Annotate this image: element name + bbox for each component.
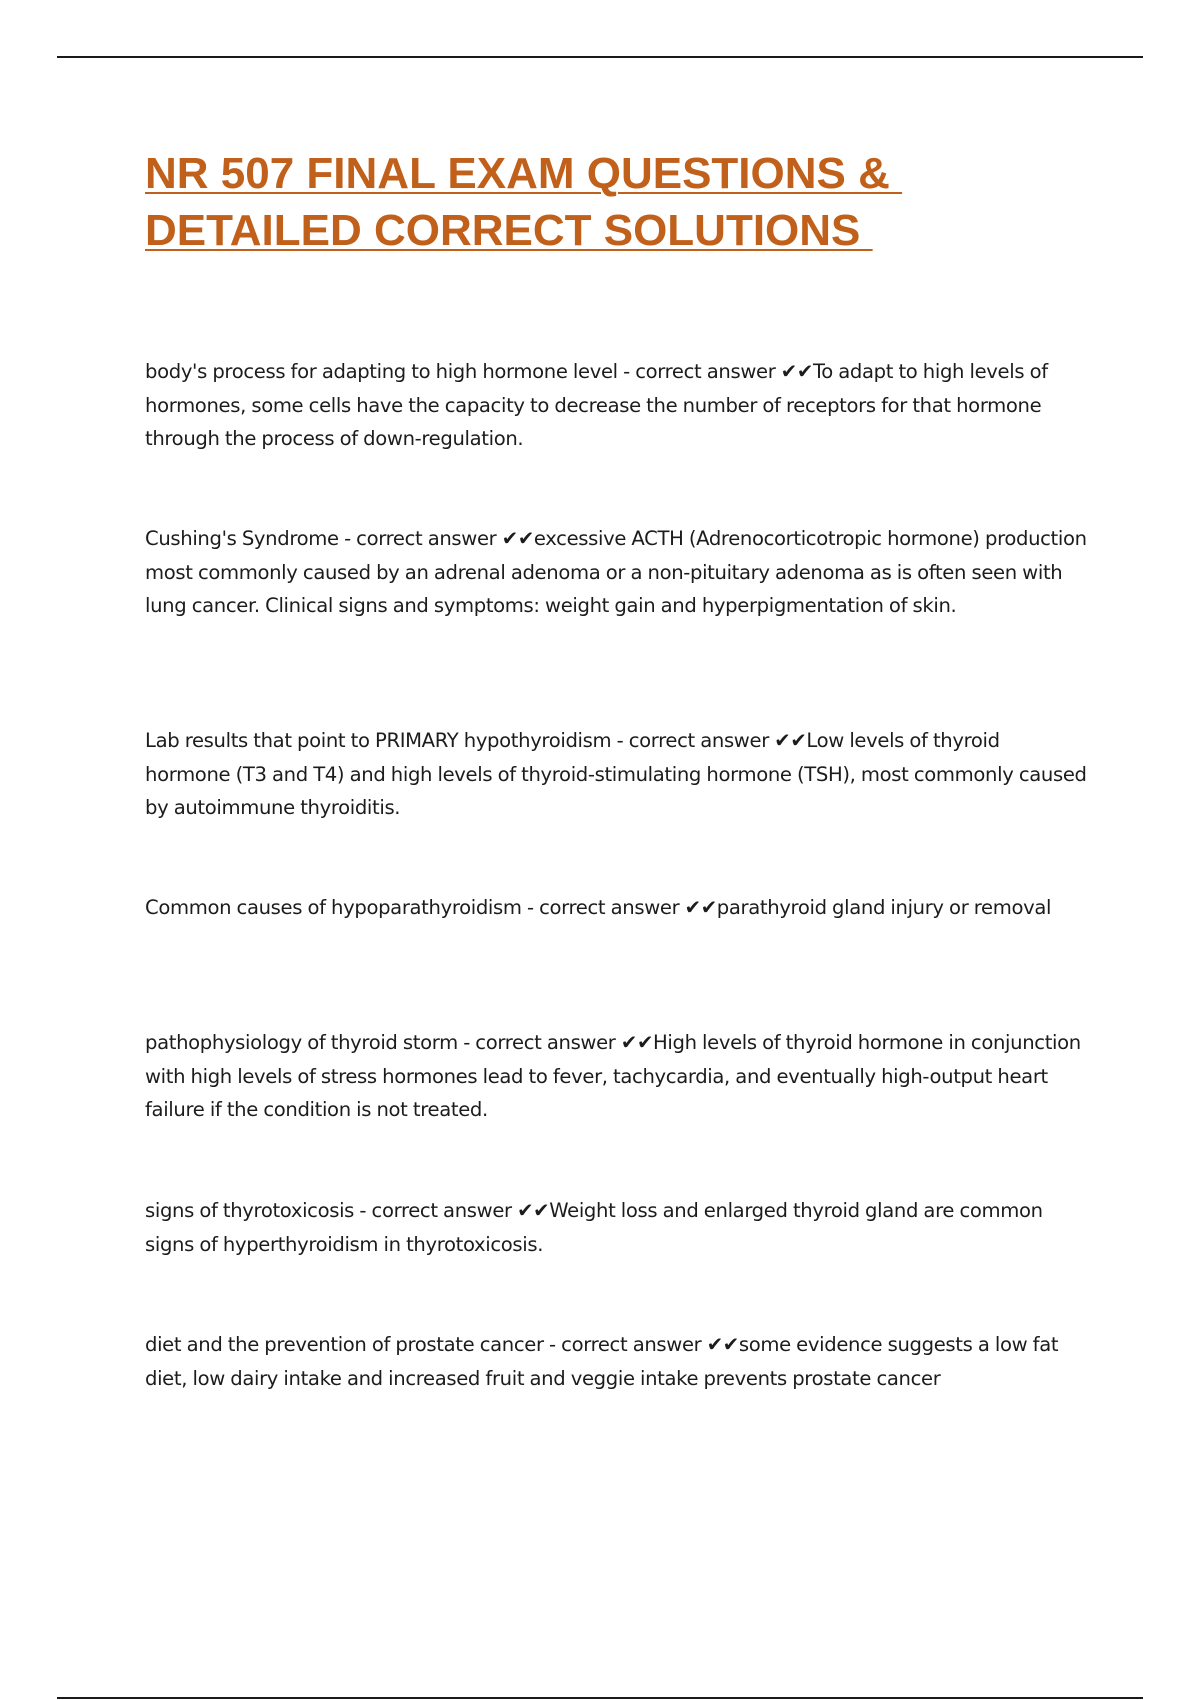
top-rule bbox=[57, 56, 1143, 58]
bottom-rule bbox=[57, 1697, 1143, 1699]
document-title bbox=[145, 145, 1045, 259]
qa-entry: pathophysiology of thyroid storm - correct answer ✔✔High levels of thyroid hormone in conjunction with high levels of stress hormones lead to fever, tachycardia, and eventually high-output heart failure if the condition is not treated. bbox=[145, 1031, 1081, 1121]
title-line: NR 507 FINAL EXAM QUESTIONS & bbox=[145, 149, 903, 198]
qa-entry: Common causes of hypoparathyroidism - correct answer ✔✔parathyroid gland injury or removal bbox=[145, 896, 1052, 919]
qa-entry: diet and the prevention of prostate cancer - correct answer ✔✔some evidence suggests a low fat diet, low dairy intake and increased fruit and veggie intake prevents prostate cancer bbox=[145, 1333, 1059, 1390]
qa-entry: body's process for adapting to high hormone level - correct answer ✔✔To adapt to high levels of hormones, some cells have the capacity to decrease the number of receptors for that hormone through the process of down-regulation. bbox=[145, 360, 1048, 450]
title-line: DETAILED CORRECT SOLUTIONS bbox=[145, 206, 873, 255]
qa-entry: signs of thyrotoxicosis - correct answer ✔✔Weight loss and enlarged thyroid gland are common signs of hyperthyroidism in thyrotoxicosis. bbox=[145, 1199, 1043, 1256]
qa-entry: Cushing's Syndrome - correct answer ✔✔excessive ACTH (Adrenocorticotropic hormone) production most commonly caused by an adrenal adenoma or a non-pituitary adenoma as is often seen with lung cancer. Clinical signs and symptoms: weight gain and hyperpigmentation of skin. bbox=[145, 527, 1087, 617]
qa-entry: Lab results that point to PRIMARY hypothyroidism - correct answer ✔✔Low levels of thyroid hormone (T3 and T4) and high levels of thyroid-stimulating hormone (TSH), most commonly caused by autoimmune thyroiditis. bbox=[145, 729, 1087, 819]
